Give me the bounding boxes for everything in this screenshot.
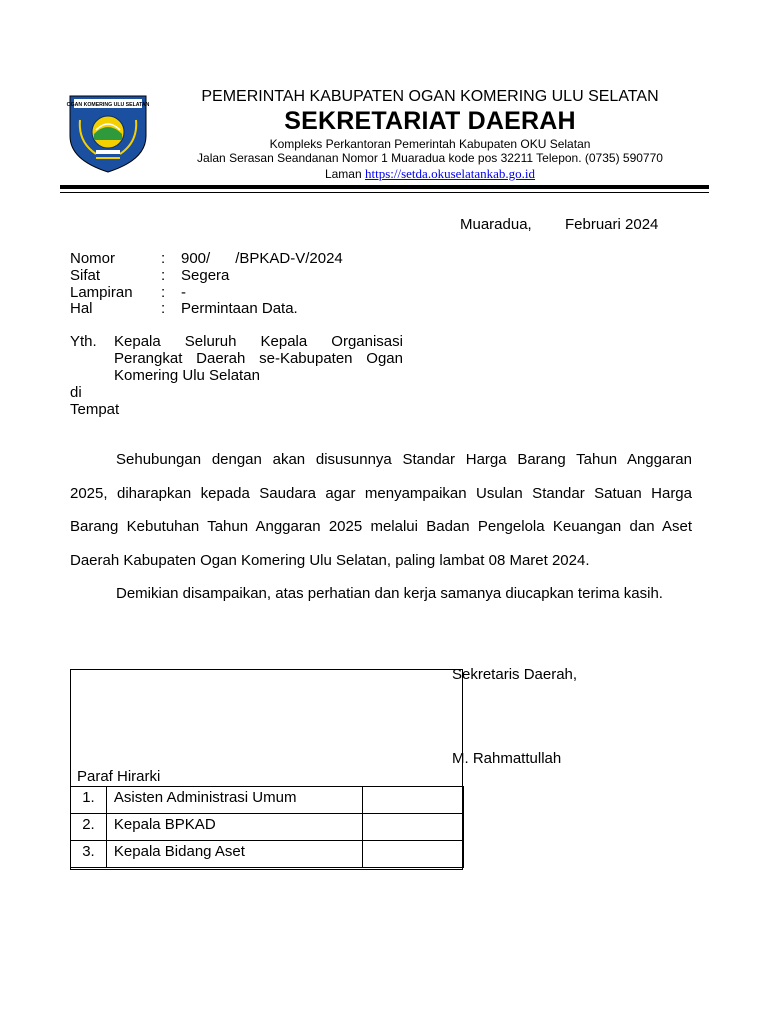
- letterhead-website: [152, 166, 708, 182]
- paraf-signature-cell: [363, 787, 464, 814]
- website-label: Laman: [324, 167, 362, 181]
- letterhead-divider-thin: [60, 192, 709, 193]
- table-row: [71, 841, 464, 868]
- letterhead-address: Jalan Serasan Seandanan Nomor 1 Muaradua kode pos 32211 Telepon. (0735) 590770: [197, 151, 663, 165]
- recipient-tempat: Tempat: [70, 401, 120, 418]
- meta-colon: :: [161, 267, 166, 284]
- svg-text:OGAN KOMERING ULU SELATAN: OGAN KOMERING ULU SELATAN: [66, 102, 150, 108]
- paraf-signature-cell: [363, 841, 464, 868]
- paraf-signature-cell: [363, 814, 464, 841]
- recipient-line: Kepala Seluruh Kepala Organisasi: [114, 333, 403, 350]
- meta-label-hal: Hal: [70, 300, 93, 317]
- letter-date-place: Muaradua,: [460, 216, 532, 233]
- body-paragraph-line: Daerah Kabupaten Ogan Komering Ulu Selatan, paling lambat 08 Maret 2024.: [70, 552, 590, 569]
- paraf-number: 3.: [71, 841, 107, 868]
- signatory-name: M. Rahmattullah: [452, 750, 562, 767]
- recipient-line: Komering Ulu Selatan: [114, 367, 260, 384]
- paraf-number: 2.: [71, 814, 107, 841]
- regional-emblem-logo: [66, 90, 150, 174]
- meta-value-nomor: 900/ /BPKAD-V/2024: [181, 250, 343, 267]
- body-paragraph-line: Barang Kebutuhan Tahun Anggaran 2025 melalui Badan Pengelola Keuangan dan Aset: [70, 518, 692, 535]
- table-row: [71, 787, 464, 814]
- meta-value-sifat: Segera: [181, 267, 230, 284]
- body-paragraph-line: Sehubungan dengan akan disusunnya Standar Harga Barang Tahun Anggaran: [116, 451, 692, 468]
- meta-label-lampiran: Lampiran: [70, 284, 133, 301]
- letter-date: Februari 2024: [565, 216, 659, 233]
- meta-label-nomor: Nomor: [70, 250, 116, 267]
- paraf-position: Kepala BPKAD: [106, 814, 362, 841]
- meta-colon: :: [161, 250, 166, 267]
- closing-paragraph: Demikian disampaikan, atas perhatian dan kerja samanya diucapkan terima kasih.: [116, 585, 663, 602]
- paraf-table: [70, 786, 464, 868]
- recipient-salutation: Yth.: [70, 333, 97, 350]
- paraf-position: Asisten Administrasi Umum: [106, 787, 362, 814]
- recipient-line: Perangkat Daerah se-Kabupaten Ogan: [114, 350, 403, 367]
- letterhead-government: PEMERINTAH KABUPATEN OGAN KOMERING ULU SELATAN: [201, 88, 659, 105]
- meta-label-sifat: Sifat: [70, 267, 101, 284]
- meta-value-hal: Permintaan Data.: [181, 300, 298, 317]
- table-row: [71, 814, 464, 841]
- letterhead-divider-thick: [60, 185, 709, 189]
- website-link[interactable]: https://setda.okuselatankab.go.id: [364, 166, 536, 181]
- recipient-di: di: [70, 384, 82, 401]
- paraf-number: 1.: [71, 787, 107, 814]
- paraf-label: Paraf Hirarki: [77, 768, 161, 785]
- meta-value-lampiran: -: [181, 284, 186, 301]
- paraf-position: Kepala Bidang Aset: [106, 841, 362, 868]
- signatory-title: Sekretaris Daerah,: [452, 666, 578, 683]
- meta-colon: :: [161, 284, 166, 301]
- recipient-address: [114, 333, 403, 384]
- body-paragraph-line: 2025, diharapkan kepada Saudara agar menyampaikan Usulan Standar Satuan Harga: [70, 485, 692, 502]
- letterhead-office: SEKRETARIAT DAERAH: [284, 107, 576, 135]
- letterhead-complex: Kompleks Perkantoran Pemerintah Kabupaten OKU Selatan: [269, 137, 591, 151]
- meta-colon: :: [161, 300, 166, 317]
